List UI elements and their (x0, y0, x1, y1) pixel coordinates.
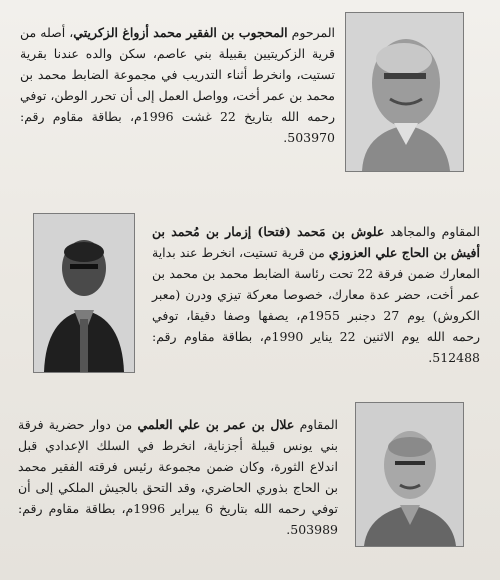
entry-2-body: من قرية تستيت، انخرط عند بداية المعارك ضمن فرقة 22 تحت رئاسة الضابط محمد بن محمد بن عمر أخت، حضر عدة معارك، خصوصا معركة تيزي ودرن (معبر الكروش) يوم 27 دجنبر 1955م، يصفها وصفا دقيقا، توفي رحمه الله يوم الاثنين 22 يناير 1990م، بطاقة مقاوم رقم: 512488. (152, 245, 480, 365)
portrait-photo-1 (345, 12, 464, 172)
entry-3-name: علال بن عمر بن علي العلمي (137, 417, 295, 432)
portrait-image-2 (34, 214, 134, 372)
entry-2-name: علوش بن مَحمد (فتحا) إزمار بن مُحمد بن أفيش بن الحاج علي العزوزي (152, 224, 480, 260)
entry-1-name: المحجوب بن الفقير محمد أزواغ الزكريتي (73, 25, 288, 40)
portrait-image-3 (356, 403, 463, 546)
portrait-photo-2 (33, 213, 135, 373)
obituary-text-3 (18, 414, 338, 540)
obituary-entry-2 (0, 200, 500, 390)
entry-3-body: من دوار حضرية فرقة بني يونس قبيلة أجزناية، انخرط في السلك الإعدادي قبل اندلاع الثورة، وكان ضمن مجموعة رئيس فرقته الفقير محمد بن الحاج بذوري الحاضري، وقد التحق بالجيش الملكي إلى أن توفي رحمه الله بتاريخ 6 يبراير 1996م، بطاقة مقاوم رقم: 503989. (18, 417, 338, 537)
entry-1-intro: المرحوم (287, 25, 335, 40)
entry-3-intro: المقاوم (294, 417, 338, 432)
obituary-text-2 (152, 221, 480, 368)
obituary-entry-3 (0, 390, 500, 580)
portrait-photo-3 (355, 402, 464, 547)
entry-2-intro: المقاوم والمجاهد (384, 224, 481, 239)
obituary-text-1 (20, 22, 335, 148)
entry-1-body: ، أصله من قرية الزكريتيين بقبيلة بني عاصم، سكن والده عندنا بقرية تستيت، وانخرط أثناء التدريب في مجموعة الضابط محمد بن محمد بن عمر أخت، وواصل العمل إلى أن تحرر الوطن، توفي رحمه الله بتاريخ 22 غشت 1996م، بطاقة مقاوم رقم: 503970. (20, 25, 335, 145)
portrait-image-1 (346, 13, 463, 171)
obituary-entry-1 (0, 0, 500, 200)
